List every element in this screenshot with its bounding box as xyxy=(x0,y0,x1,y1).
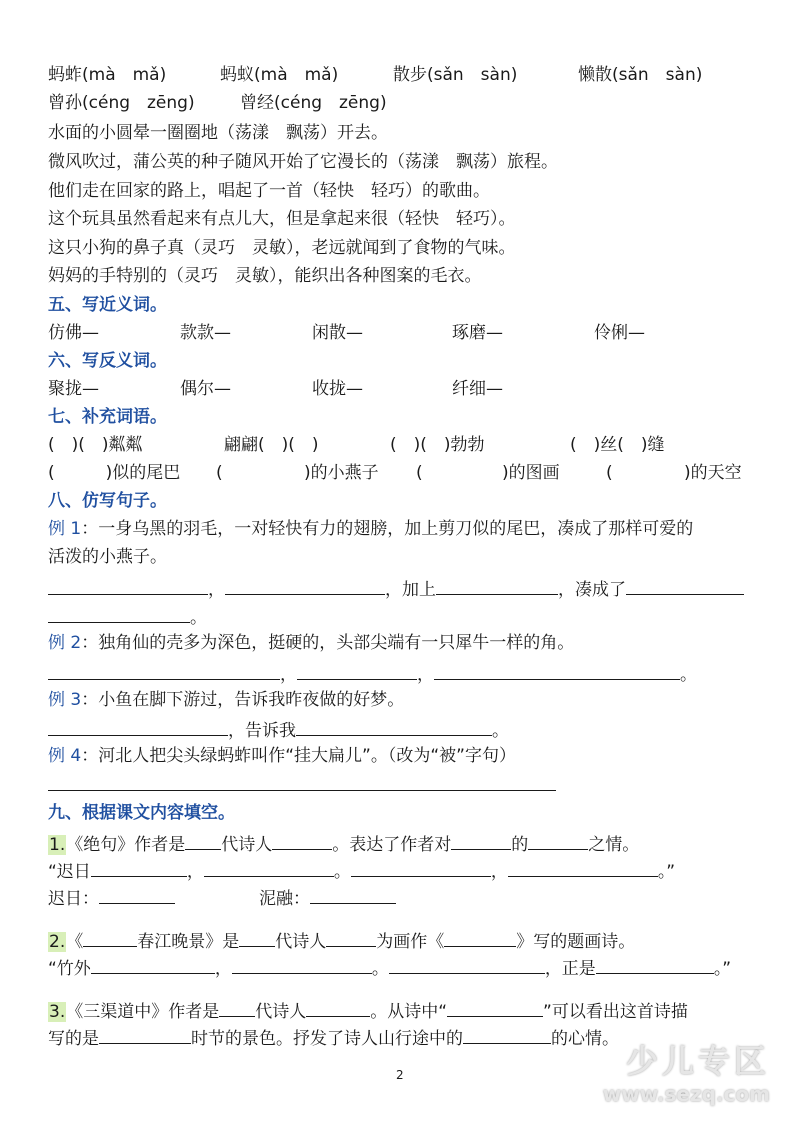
fill-word-item: ( )( )勃勃 xyxy=(390,435,485,455)
q-text: 春江晚景》是 xyxy=(137,932,240,952)
q-text: 。从诗中“ xyxy=(370,1002,448,1022)
imitation-line xyxy=(48,772,556,797)
imitation-line xyxy=(48,604,207,629)
example-text: ：河北人把尖头绿蚂蚱叫作“挂大扁儿”。（改为“被”字句） xyxy=(81,746,516,766)
pinyin-item: 曾孙(céng zēng) xyxy=(48,93,195,113)
punct: ， xyxy=(490,862,508,882)
example-label: 例 2 xyxy=(48,633,82,653)
question-number: 3. xyxy=(49,1002,66,1022)
fill-word-item: )的小燕子 xyxy=(304,463,379,483)
fill-word-item: )的天空 xyxy=(684,463,742,483)
punct: 。” xyxy=(657,862,676,882)
punct: ， xyxy=(186,862,204,882)
poem-text: “竹外 xyxy=(48,959,91,979)
question-3 xyxy=(48,998,688,1023)
blank-line[interactable] xyxy=(99,885,175,904)
page-number: 2 xyxy=(396,1068,404,1082)
example-sentence xyxy=(48,745,516,767)
example-label: 例 3 xyxy=(48,690,82,710)
fill-paren-open: ( xyxy=(416,463,423,483)
section-title: 七、补充词语。 xyxy=(48,407,167,427)
imitation-line xyxy=(48,717,509,742)
blank-line[interactable] xyxy=(204,858,334,877)
watermark xyxy=(603,1036,770,1106)
synonym-item: 琢磨— xyxy=(452,323,503,343)
blank-line[interactable] xyxy=(389,955,545,974)
fill-word-item: 翩翩( )( ) xyxy=(224,435,319,455)
punct: 。 xyxy=(371,959,389,979)
q-text: ”可以看出这首诗描 xyxy=(543,1002,688,1022)
example-text: ：独角仙的壳多为深色，挺硬的，头部尖端有一只犀牛一样的角。 xyxy=(81,633,575,653)
fill-word-item: ( )丝( )缝 xyxy=(570,435,665,455)
fill-paren-open: ( xyxy=(606,463,613,483)
blank-line[interactable] xyxy=(225,576,385,595)
blank-line[interactable] xyxy=(351,858,491,877)
question-number: 1. xyxy=(49,835,66,855)
poem-line xyxy=(48,955,731,980)
pinyin-item: 懒散(sǎn sàn) xyxy=(578,65,703,85)
blank-line[interactable] xyxy=(48,661,280,680)
antonym-item: 收拢— xyxy=(312,379,363,399)
q-text: 》写的题画诗。 xyxy=(516,932,636,952)
blank-line[interactable] xyxy=(185,831,221,850)
q-text: 《三渠道中》作者是 xyxy=(66,1002,220,1022)
poem-line xyxy=(48,858,675,883)
blank-line[interactable] xyxy=(626,576,744,595)
synonym-item: 伶俐— xyxy=(594,323,645,343)
antonym-item: 偶尔— xyxy=(180,379,231,399)
fill-word-item: ( )似的尾巴 xyxy=(48,463,181,483)
imitation-line xyxy=(48,661,697,686)
synonym-item: 闲散— xyxy=(312,323,363,343)
q-text: 代诗人 xyxy=(275,932,327,952)
blank-line[interactable] xyxy=(48,604,190,623)
example-text: ：一身乌黑的羽毛，一对轻快有力的翅膀，加上剪刀似的尾巴，凑成了那样可爱的 xyxy=(81,519,694,539)
blank-line[interactable] xyxy=(48,717,228,736)
blank-line[interactable] xyxy=(219,998,255,1017)
choose-sentence: 妈妈的手特别的（灵巧 灵敏），能织出各种图案的毛衣。 xyxy=(48,266,482,286)
blank-line[interactable] xyxy=(447,998,543,1017)
word-explain-line xyxy=(48,885,396,910)
blank-line[interactable] xyxy=(306,998,370,1017)
pinyin-item: 散步(sǎn sàn) xyxy=(393,65,518,85)
question-number: 2. xyxy=(49,932,66,952)
blank-line[interactable] xyxy=(99,1025,191,1044)
blank-line[interactable] xyxy=(272,831,332,850)
example-label: 例 4 xyxy=(48,746,82,766)
q-text: 之情。 xyxy=(588,835,640,855)
example-text: ：小鱼在脚下游过，告诉我昨夜做的好梦。 xyxy=(81,690,405,710)
watermark-url: www.sezq.com xyxy=(602,1082,770,1106)
punct: ，正是 xyxy=(544,959,596,979)
punct: ， xyxy=(417,665,434,685)
q-text: 时节的景色。抒发了诗人山行途中的 xyxy=(191,1029,463,1049)
example-sentence xyxy=(48,518,693,540)
punct: ， xyxy=(280,665,297,685)
example-label: 例 1 xyxy=(48,519,82,539)
punct: 。 xyxy=(680,665,697,685)
blank-line[interactable] xyxy=(326,928,376,947)
section-title: 六、写反义词。 xyxy=(48,351,167,371)
blank-line[interactable] xyxy=(451,831,511,850)
q-text: 《绝句》作者是 xyxy=(66,835,186,855)
fill-word-item: )的图画 xyxy=(502,463,560,483)
punct: 。 xyxy=(190,608,207,628)
blank-line[interactable] xyxy=(463,1025,551,1044)
blank-line[interactable] xyxy=(91,858,187,877)
pinyin-item: 蚂蚱(mà mǎ) xyxy=(48,65,167,85)
blank-line[interactable] xyxy=(596,955,714,974)
blank-line[interactable] xyxy=(48,576,208,595)
question-1 xyxy=(48,831,639,856)
choose-sentence: 他们走在回家的路上，唱起了一首（轻快 轻巧）的歌曲。 xyxy=(48,181,490,201)
blank-line[interactable] xyxy=(239,928,275,947)
punct: ，告诉我 xyxy=(228,721,296,741)
blank-line[interactable] xyxy=(232,955,372,974)
punct: ，加上 xyxy=(385,580,436,600)
q-text: 的心情。 xyxy=(551,1029,619,1049)
q-text: 代诗人 xyxy=(221,835,273,855)
blank-line[interactable] xyxy=(83,928,137,947)
blank-line[interactable] xyxy=(297,661,417,680)
q-text: 。表达了作者对 xyxy=(332,835,452,855)
blank-line[interactable] xyxy=(296,717,492,736)
blank-line[interactable] xyxy=(434,661,680,680)
synonym-item: 仿佛— xyxy=(48,323,99,343)
section-title: 九、根据课文内容填空。 xyxy=(48,803,235,823)
example-sentence xyxy=(48,632,574,654)
word-label: 迟日： xyxy=(48,889,99,909)
example-sentence xyxy=(48,689,404,711)
q-text: 代诗人 xyxy=(255,1002,307,1022)
section-title: 八、仿写句子。 xyxy=(48,491,167,511)
antonym-item: 聚拢— xyxy=(48,379,99,399)
choose-sentence: 这个玩具虽然看起来有点儿大，但是拿起来很（轻快 轻巧）。 xyxy=(48,209,516,229)
pinyin-item: 曾经(céng zēng) xyxy=(240,93,387,113)
question-3-cont xyxy=(48,1025,619,1050)
question-2 xyxy=(48,928,635,953)
blank-line[interactable] xyxy=(91,955,215,974)
fill-paren-open: ( xyxy=(216,463,223,483)
punct: ， xyxy=(208,580,225,600)
fill-word-item: ( )( )粼粼 xyxy=(48,435,143,455)
antonym-item: 纤细— xyxy=(452,379,503,399)
q-text: 的 xyxy=(511,835,529,855)
blank-line[interactable] xyxy=(436,576,558,595)
word-label: 泥融： xyxy=(259,889,310,909)
example-sentence-cont: 活泼的小燕子。 xyxy=(48,547,167,567)
synonym-item: 款款— xyxy=(180,323,231,343)
q-text: 为画作《 xyxy=(376,932,445,952)
punct: ， xyxy=(214,959,232,979)
punct: 。” xyxy=(713,959,732,979)
watermark-title: 少儿专区 xyxy=(625,1042,770,1080)
punct: 。 xyxy=(333,862,351,882)
blank-line[interactable] xyxy=(310,885,396,904)
q-text: 写的是 xyxy=(48,1029,99,1049)
choose-sentence: 这只小狗的鼻子真（灵巧 灵敏），老远就闻到了食物的气味。 xyxy=(48,238,516,258)
blank-line[interactable] xyxy=(444,928,516,947)
blank-line[interactable] xyxy=(48,772,556,791)
blank-line[interactable] xyxy=(528,831,588,850)
imitation-line xyxy=(48,576,744,601)
choose-sentence: 微风吹过，蒲公英的种子随风开始了它漫长的（荡漾 飘荡）旅程。 xyxy=(48,152,558,172)
pinyin-item: 蚂蚁(mà mǎ) xyxy=(220,65,339,85)
choose-sentence: 水面的小圆晕一圈圈地（荡漾 飘荡）开去。 xyxy=(48,123,388,143)
q-text: 《 xyxy=(66,932,84,952)
poem-text: “迟日 xyxy=(48,862,91,882)
punct: ，凑成了 xyxy=(558,580,626,600)
blank-line[interactable] xyxy=(508,858,658,877)
punct: 。 xyxy=(492,721,509,741)
section-title: 五、写近义词。 xyxy=(48,295,167,315)
